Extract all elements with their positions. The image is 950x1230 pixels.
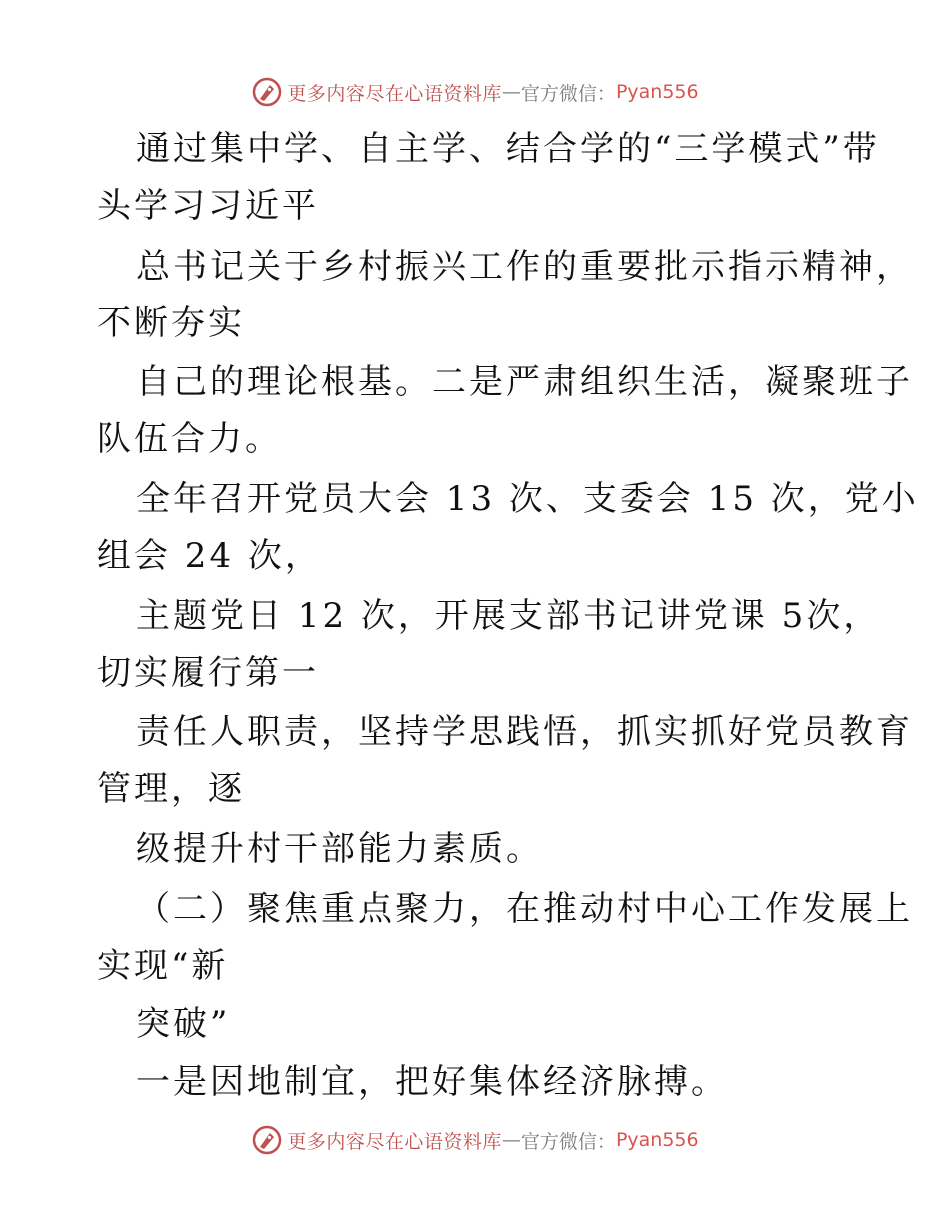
text-line-15: 实现“新	[97, 946, 229, 986]
text-line-10: 切实履行第一	[97, 653, 319, 693]
pen-nib-circle-icon	[251, 76, 283, 108]
footer-watermark	[0, 1120, 950, 1160]
text-line-4: 不断夯实	[97, 303, 245, 343]
text-line-12: 管理，逐	[97, 769, 245, 809]
watermark-official-label: 官方微信：	[520, 1130, 616, 1153]
text-line-1: 通过集中学、自主学、结合学的“三学模式”带	[136, 129, 880, 169]
text-line-13: 级提升村干部能力素质。	[136, 829, 543, 869]
watermark-dash: —	[501, 1129, 521, 1151]
text-line-14: （二）聚焦重点聚力，在推动村中心工作发展上	[136, 889, 913, 929]
text-line-17: 一是因地制宜，把好集体经济脉搏。	[136, 1062, 728, 1102]
watermark-wechat-id: Pyan556	[615, 81, 699, 103]
watermark-text: 更多内容尽在心语资料库	[287, 82, 502, 105]
text-line-5: 自己的理论根基。二是严肃组织生活，凝聚班子	[136, 362, 913, 402]
pen-nib-circle-icon	[251, 1124, 283, 1156]
text-line-16: 突破”	[136, 1004, 231, 1044]
text-line-3: 总书记关于乡村振兴工作的重要批示指示精神，	[136, 247, 913, 287]
watermark-wechat-id: Pyan556	[615, 1129, 699, 1151]
watermark-text: 更多内容尽在心语资料库	[287, 1130, 502, 1153]
text-line-7: 全年召开党员大会 13 次、支委会 15 次，党小	[136, 479, 919, 519]
text-line-6: 队伍合力。	[97, 419, 282, 459]
header-watermark	[0, 72, 950, 112]
text-line-11: 责任人职责，坚持学思践悟，抓实抓好党员教育	[136, 712, 913, 752]
text-line-9: 主题党日 12 次，开展支部书记讲党课 5次，	[136, 596, 881, 636]
text-line-2: 头学习习近平	[97, 186, 319, 226]
watermark-official-label: 官方微信：	[520, 82, 616, 105]
text-line-8: 组会 24 次，	[97, 536, 322, 576]
watermark-dash: —	[501, 81, 521, 103]
